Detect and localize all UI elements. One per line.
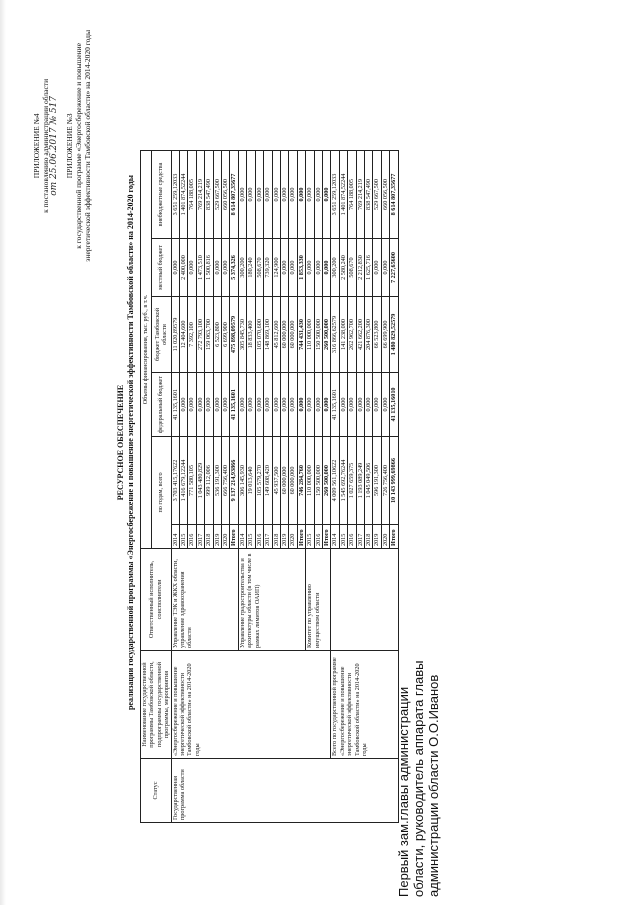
amount-cell: 744 431,430 [297, 297, 305, 373]
amount-cell: 0,000 [348, 373, 356, 437]
amount-cell: 769 214,219 [196, 151, 204, 239]
amount-cell: 1 545 692,76244 [339, 437, 347, 525]
title-sub: реализации государственной программы «Энергосбережение и повышение энергетической эффективности Тамбовской области» на 2014-2020 годы [126, 175, 135, 711]
amount-cell: 0,000 [188, 239, 196, 297]
amount-cell: 0,000 [205, 373, 213, 437]
year-cell: 2015 [247, 525, 255, 549]
year-cell: 2017 [356, 525, 364, 549]
amount-cell: 0,000 [373, 373, 381, 437]
executor-cell: Управление градостроительства и архитектуры области (в том числе в рамках лимитов ОАИП) [238, 549, 305, 651]
amount-cell: 0,000 [238, 373, 246, 437]
amount-cell: 0,000 [280, 373, 288, 437]
year-cell: 2019 [280, 525, 288, 549]
amount-cell: 0,000 [356, 373, 364, 437]
amount-cell: 0,000 [272, 373, 280, 437]
amount-cell: 1 193 089,249 [356, 437, 364, 525]
amount-cell: 4 009 561,10622 [331, 437, 339, 525]
appendix3-line1: к государственной программе «Энергосбережение и повышение [74, 43, 83, 249]
amount-cell: 0,000 [222, 373, 230, 437]
year-cell: 2016 [314, 525, 322, 549]
table-row [331, 151, 339, 823]
amount-cell: 0,000 [255, 151, 263, 239]
amount-cell: 0,000 [297, 373, 305, 437]
amount-cell: 41 135,1601 [331, 373, 339, 437]
amount-cell: 159 063,700 [205, 297, 213, 373]
amount-cell: 739,320 [264, 239, 272, 297]
amount-cell: 60 000,000 [280, 297, 288, 373]
header-total: по годам, всего [151, 437, 171, 549]
header-local: местный бюджет [151, 239, 171, 297]
header-regional: бюджет Тамбовской области [151, 297, 171, 373]
amount-cell: 0,000 [280, 239, 288, 297]
amount-cell: 764 188,005 [188, 151, 196, 239]
amount-cell: 7 227,65600 [390, 239, 398, 297]
amount-cell: 41 135,16010 [390, 373, 398, 437]
year-cell: 2017 [196, 525, 204, 549]
header-name: Наименование государственной программы Тамбовской области, подпрограммы государственной программы, мероприятия [141, 651, 172, 759]
amount-cell: 771 580,105 [188, 437, 196, 525]
amount-cell: 746 284,760 [297, 437, 305, 525]
amount-cell: 0,000 [381, 239, 389, 297]
amount-cell: 105 579,270 [255, 437, 263, 525]
amount-cell: 60 000,000 [280, 437, 288, 525]
amount-cell: 1 416 679,12244 [180, 437, 188, 525]
amount-cell: 150 500,000 [314, 297, 322, 373]
amount-cell: 41 135,1601 [171, 373, 179, 437]
executor-cell [331, 549, 398, 651]
year-cell: 2014 [331, 525, 339, 549]
amount-cell: 596 191,300 [373, 437, 381, 525]
signature-line1: Первый зам.главы администрации [396, 686, 411, 897]
year-cell: 2020 [381, 525, 389, 549]
amount-cell: 1 045 049,506 [364, 437, 372, 525]
amount-cell: 60 000,000 [289, 297, 297, 373]
amount-cell: 3 651 259,12033 [171, 151, 179, 239]
amount-cell: 421 662,200 [356, 297, 364, 373]
amount-cell: 6 699,900 [222, 297, 230, 373]
amount-cell: 110 000,000 [306, 437, 314, 525]
status-cell: Государственная программа области [171, 759, 398, 823]
amount-cell: 1 480 829,52579 [390, 297, 398, 373]
amount-cell: 0,000 [322, 151, 330, 239]
amount-cell: 0,000 [280, 151, 288, 239]
amount-cell: 0,000 [213, 239, 221, 297]
amount-cell: 838 547,490 [364, 151, 372, 239]
header-executor: Ответственный исполнитель, соисполнители [141, 549, 172, 651]
amount-cell: 0,000 [188, 373, 196, 437]
amount-cell: 305 845,730 [238, 297, 246, 373]
amount-cell: 529 667,500 [213, 151, 221, 239]
table-row [171, 151, 179, 823]
amount-cell: 0,000 [247, 151, 255, 239]
amount-cell: 0,000 [314, 239, 322, 297]
amount-cell: 260 500,000 [322, 297, 330, 373]
rotated-content [24, 0, 634, 897]
amount-cell: 6 523,800 [213, 297, 221, 373]
amount-cell: 0,000 [289, 373, 297, 437]
scan-edge [0, 0, 6, 905]
year-cell: 2016 [348, 525, 356, 549]
amount-cell: 0,000 [306, 373, 314, 437]
amount-cell: 262 962,700 [348, 297, 356, 373]
amount-cell: 110 000,000 [306, 297, 314, 373]
amount-cell: 3 703 415,17622 [171, 437, 179, 525]
amount-cell: 0,000 [272, 151, 280, 239]
amount-cell: 124,900 [272, 239, 280, 297]
document-title [116, 0, 136, 885]
header-funding: Объемы финансирования, тыс. руб., в т.ч. [141, 151, 152, 549]
amount-cell: 7 392,100 [188, 297, 196, 373]
amount-cell: 45 937,500 [272, 437, 280, 525]
amount-cell: 1 043 480,829 [196, 437, 204, 525]
amount-cell: 660 056,500 [222, 151, 230, 239]
header-status: Статус [141, 759, 172, 823]
amount-cell: 148 869,100 [264, 297, 272, 373]
year-cell: 2015 [306, 525, 314, 549]
amount-cell: 1 500,816 [205, 239, 213, 297]
executor-cell: Комитет по управлению имуществом области [306, 549, 331, 651]
amount-cell: 0,000 [289, 151, 297, 239]
table-body [171, 151, 398, 823]
amount-cell: 0,000 [339, 373, 347, 437]
amount-cell: 0,000 [264, 373, 272, 437]
amount-cell: 3 651 259,12033 [331, 151, 339, 239]
amount-cell: 105 070,600 [255, 297, 263, 373]
appendix3-line2: энергетической эффективности Тамбовской области» на 2014-2020 годы [83, 30, 92, 262]
amount-cell: 0,000 [381, 373, 389, 437]
amount-cell: 1 853,330 [297, 239, 305, 297]
amount-cell: 41 135,1601 [230, 373, 238, 437]
amount-cell: 1 027 659,375 [348, 437, 356, 525]
amount-cell: 204 876,300 [364, 297, 372, 373]
signature-line3: администрации области О.О.Иванов [426, 674, 441, 897]
amount-cell: 300,200 [238, 239, 246, 297]
amount-cell: 529 667,500 [373, 151, 381, 239]
signature-block [396, 660, 441, 897]
amount-cell: 180,240 [247, 239, 255, 297]
amount-cell: 8 614 807,35677 [230, 151, 238, 239]
year-cell: 2019 [373, 525, 381, 549]
amount-cell: 0,000 [264, 151, 272, 239]
amount-cell: 1 473,510 [196, 239, 204, 297]
amount-cell: 0,000 [306, 239, 314, 297]
amount-cell: 0,000 [247, 373, 255, 437]
amount-cell: 536 191,300 [213, 437, 221, 525]
appendix4-label: ПРИЛОЖЕНИЕ №4 [32, 113, 41, 179]
amount-cell: 769 214,219 [356, 151, 364, 239]
amount-cell: 2 580,240 [339, 239, 347, 297]
amount-cell: 0,000 [289, 239, 297, 297]
amount-cell: 60 000,000 [289, 437, 297, 525]
amount-cell: 150 500,000 [314, 437, 322, 525]
amount-cell: 0,000 [364, 373, 372, 437]
amount-cell: 0,000 [297, 151, 305, 239]
year-cell: 2016 [255, 525, 263, 549]
amount-cell: 0,000 [180, 373, 188, 437]
amount-cell: 0,000 [322, 239, 330, 297]
amount-cell: 0,000 [171, 239, 179, 297]
amount-cell: 0,000 [255, 373, 263, 437]
amount-cell: 0,000 [213, 373, 221, 437]
amount-cell: 2 400,000 [180, 239, 188, 297]
amount-cell: 5 374,326 [230, 239, 238, 297]
signature-line2: области, руководитель аппарата главы [411, 660, 426, 897]
amount-cell: 1 401 874,52244 [180, 151, 188, 239]
amount-cell: 12 404,600 [180, 297, 188, 373]
amount-cell: 149 608,420 [264, 437, 272, 525]
amount-cell: 2 212,830 [356, 239, 364, 297]
year-cell: Итого [230, 525, 238, 549]
year-cell: 2018 [272, 525, 280, 549]
year-cell: 2018 [205, 525, 213, 549]
amount-cell: 999 112,006 [205, 437, 213, 525]
amount-cell: 300,200 [331, 239, 339, 297]
program-total-name-cell: Всего по государственной программе «Энергосбережение и повышение энергетической эффективности Тамбовской области» на 2014-2020 годы [331, 651, 398, 759]
amount-cell: 45 812,600 [272, 297, 280, 373]
amount-cell: 0,000 [314, 151, 322, 239]
amount-cell: 0,000 [238, 151, 246, 239]
amount-cell: 764 188,005 [348, 151, 356, 239]
year-cell: 2019 [213, 525, 221, 549]
amount-cell: 726 756,400 [381, 437, 389, 525]
amount-cell: 0,000 [314, 373, 322, 437]
amount-cell: 316 866,62579 [331, 297, 339, 373]
amount-cell: 306 145,930 [238, 437, 246, 525]
executor-cell: Управление ТЭК и ЖКХ области, управление здравоохранения области [171, 549, 238, 651]
amount-cell: 508,670 [255, 239, 263, 297]
year-cell: 2015 [180, 525, 188, 549]
amount-cell: 475 898,09579 [230, 297, 238, 373]
year-cell: 2015 [339, 525, 347, 549]
amount-cell: 660 056,500 [381, 151, 389, 239]
appendix-header [32, 30, 92, 262]
year-cell: Итого [322, 525, 330, 549]
year-cell: Итого [390, 525, 398, 549]
amount-cell: 18 833,400 [247, 297, 255, 373]
year-cell: 2016 [188, 525, 196, 549]
appendix3-label: ПРИЛОЖЕНИЕ №3 [65, 113, 74, 179]
title-main: РЕСУРСНОЕ ОБЕСПЕЧЕНИЕ [116, 384, 125, 501]
year-cell: 2020 [289, 525, 297, 549]
amount-cell: 666 756,400 [222, 437, 230, 525]
header-extra: внебюджетные средства [151, 151, 171, 239]
year-cell: Итого [297, 525, 305, 549]
amount-cell: 8 614 807,35677 [390, 151, 398, 239]
amount-cell: 508,670 [348, 239, 356, 297]
amount-cell: 1 625,716 [364, 239, 372, 297]
amount-cell: 1 401 874,52244 [339, 151, 347, 239]
header-federal: федеральный бюджет [151, 373, 171, 437]
amount-cell: 0,000 [306, 151, 314, 239]
amount-cell: 838 547,490 [205, 151, 213, 239]
amount-cell: 260 500,000 [322, 437, 330, 525]
amount-cell: 0,000 [196, 373, 204, 437]
amount-cell: 9 137 214,93866 [230, 437, 238, 525]
appendix4-date: от 25.06.2017 № 517 [49, 96, 59, 196]
year-cell: 2020 [222, 525, 230, 549]
amount-cell: 0,000 [373, 239, 381, 297]
amount-cell: 66 523,800 [373, 297, 381, 373]
appendix4-note: к постановлению администрации области [41, 78, 50, 213]
amount-cell: 272 793,100 [196, 297, 204, 373]
amount-cell: 141 238,000 [339, 297, 347, 373]
year-cell: 2014 [238, 525, 246, 549]
year-cell: 2018 [364, 525, 372, 549]
year-cell: 2014 [171, 525, 179, 549]
resource-table [140, 150, 399, 823]
amount-cell: 66 699,900 [381, 297, 389, 373]
amount-cell: 19 013,640 [247, 437, 255, 525]
amount-cell: 10 143 999,69866 [390, 437, 398, 525]
amount-cell: 0,000 [322, 373, 330, 437]
amount-cell: 11 020,89579 [171, 297, 179, 373]
year-cell: 2017 [264, 525, 272, 549]
program-name-cell: «Энергосбережение и повышение энергетической эффективности Тамбовской области» на 2014-2020 годы [171, 651, 331, 759]
amount-cell: 0,000 [222, 239, 230, 297]
